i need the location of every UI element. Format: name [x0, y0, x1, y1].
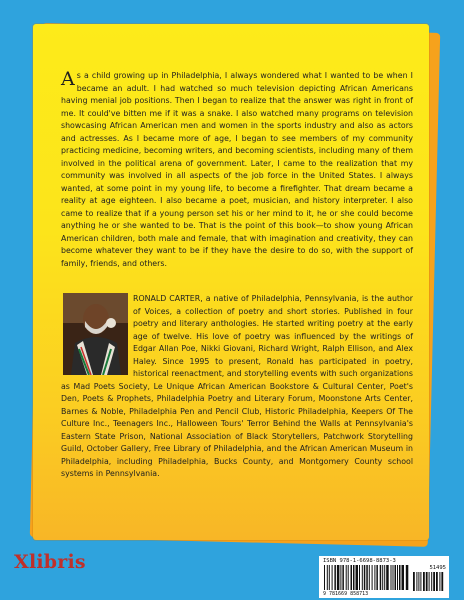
barcode-addon-bar	[431, 572, 432, 591]
barcode-bar	[324, 565, 325, 590]
barcode-bar	[386, 565, 389, 590]
barcode-bar	[406, 565, 409, 590]
intro-text: s a child growing up in Philadelphia, I always wondered what I wanted to be when I became an adult. I had watched so much television depicting African Americans having menial job positions. Then I began to realize that the answer was right in front of me. It could've bitten me if it was a snake. I also watched many programs on television showcasing African American men and women in the sports industry and also as actors and actresses. As I became more of age, I began to see members of my community practicing medicine, becoming writers, and becoming scientists, including many of them involved in the political arena of government. Later, I came to the realization that my community was involved in all aspects of the job force in the United States. I always wanted, at some point in my young life, to become a firefighter. That dream became a reality at age eighteen. I also became a poet, musician, and history interpreter. I also came to realize that if a young person set his or her mind to it, he or she could become anything he or she wanted to be. That is the point of this book—to show young African American children, both male and female, that with imagination and creativity, they can become whatever they want to be if they have the desire to do so, with the support of family, friends, and others.	[61, 71, 413, 268]
barcode-bar	[346, 565, 347, 590]
barcode-addon-bar	[413, 572, 415, 591]
barcode-addon-bar	[418, 572, 419, 591]
barcode-addon-bar	[426, 572, 428, 591]
publisher-logo: Xlibris	[14, 551, 86, 573]
barcode-addon-bar	[423, 572, 425, 591]
barcode-bar	[356, 565, 359, 590]
author-bio	[61, 293, 413, 481]
drop-cap: A	[61, 68, 75, 90]
barcode-bar	[353, 565, 355, 590]
bio-text: RONALD CARTER, a native of Philadelphia, Pennsylvania, is the author of Voices, a collection of poetry and short stories. Published in four poetry and literary anthologies. He started writing poetry at the early age of twelve. His love of poetry was influenced by the writings of Edgar Allan Poe, Nikki Giovani, Richard Wright, Ralph Ellison, and Alex Haley. Since 1995 to present, Ronald has participated in poetry, historical reenactment, and storytelling events with such organizations as Mad Poets Society, Le Unique African American Bookstore & Cultural Center, Poet's Den, Poets & Prophets, Philadelphia Poetry and Literary Forum, Moonstone Arts Center, Barnes & Noble, Philadelphia Pen and Pencil Club, Historic Philadelphia, Keepers Of The Culture Inc., Teenagers Inc., Halloween Tours' Terror Behind the Walls at Pennsylvania's Eastern State Prison, National Association of Black Storytellers, Patchwork Storytelling Guild, October Gallery, Free Library of Philadelphia, and the African American Museum in Philadelphia, including Philadelphia, Bucks County, and Montgomery County school systems in Pennsylvania.	[61, 294, 413, 478]
barcode-bar	[342, 565, 344, 590]
barcode-bar	[382, 565, 383, 590]
barcode-bar	[366, 565, 368, 590]
barcode-addon-bar	[436, 572, 438, 591]
intro-paragraph	[61, 70, 413, 270]
barcode-bar	[334, 565, 336, 590]
barcode-bar	[327, 565, 328, 590]
barcode-bar	[391, 565, 392, 590]
barcode-bar	[399, 565, 401, 590]
barcode-bar	[340, 565, 341, 590]
barcode-bar	[372, 565, 373, 590]
barcode-bar	[364, 565, 366, 590]
barcode-bar	[369, 565, 370, 590]
barcode-addon-bar	[439, 572, 440, 591]
barcode-bar	[374, 565, 375, 590]
barcode-bar	[329, 565, 330, 590]
barcode-number: 9 781669 858713	[323, 591, 369, 597]
barcode-box	[319, 556, 449, 598]
barcode-bar	[393, 565, 394, 590]
barcode-addon-bar	[416, 572, 417, 591]
isbn-label: ISBN 978-1-6698-8873-3	[323, 558, 396, 564]
barcode-bar	[362, 565, 363, 590]
barcode-bar	[402, 565, 405, 590]
barcode-bar	[376, 565, 378, 590]
bio-photo-spacer	[61, 293, 129, 377]
barcode-bar	[395, 565, 397, 590]
barcode-addon-bar	[433, 572, 435, 591]
barcode-addon-bar	[441, 572, 443, 591]
barcode-addon-bar	[420, 572, 421, 591]
barcode-bar	[351, 565, 353, 590]
barcode-bar	[384, 565, 385, 590]
barcode-addon-bar	[429, 572, 430, 591]
price-code: 51495	[429, 565, 446, 571]
barcode-bar	[380, 565, 382, 590]
barcode-bar	[359, 565, 360, 590]
barcode-bar	[332, 565, 333, 590]
barcode-bar	[397, 565, 398, 590]
barcode-bar	[337, 565, 340, 590]
barcode-bar	[348, 565, 349, 590]
